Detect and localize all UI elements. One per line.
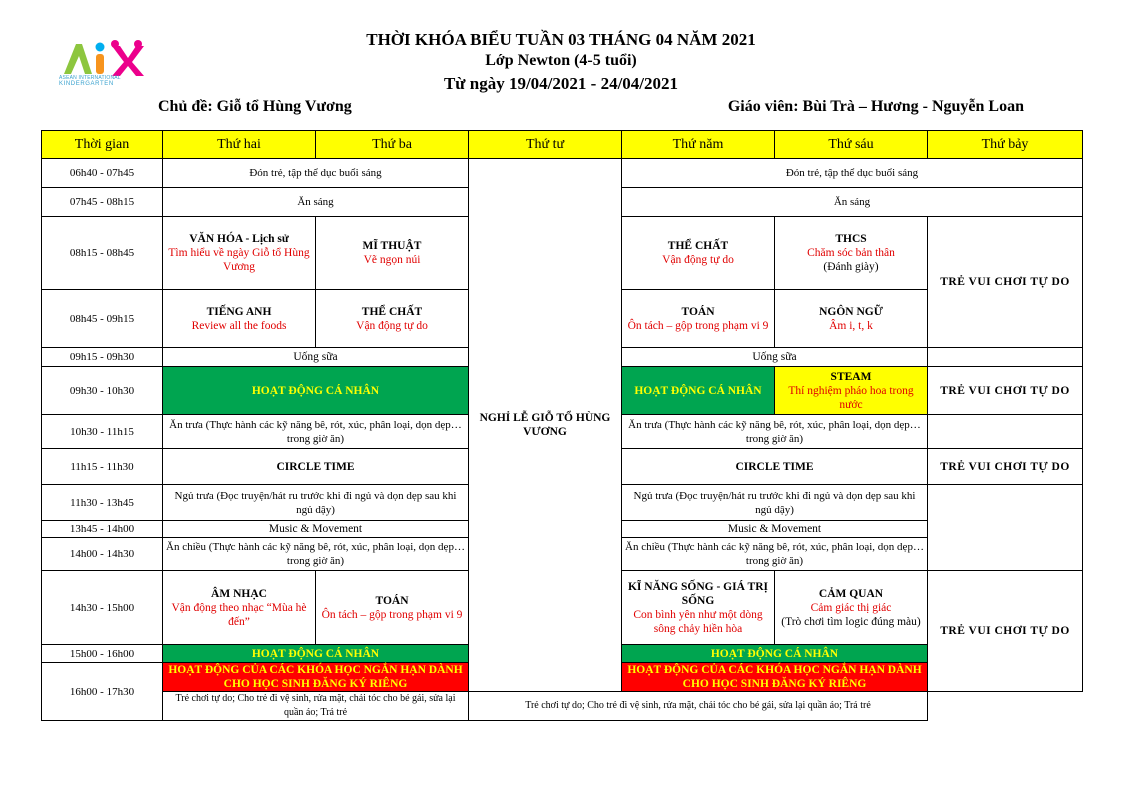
lesson-title: TOÁN (375, 594, 409, 607)
lesson-detail: Vận động theo nhạc “Mùa hè đến” (171, 601, 307, 628)
lesson-detail: Vận động tự do (662, 254, 734, 266)
lesson-title: NGÔN NGỮ (819, 305, 883, 318)
arrival-cell-right: Đón trẻ, tập thể dục buổi sáng (622, 159, 1083, 188)
class-name: Lớp Newton (4-5 tuổi) (485, 52, 637, 69)
lesson-cell (163, 217, 316, 290)
afternoon-meal-cell-right: Ăn chiều (Thực hành các kỹ năng bê, rót, xúc, phân loại, dọn dẹp…trong giờ ăn) (622, 538, 928, 571)
individual-activity-cell: HOẠT ĐỘNG CÁ NHÂN (163, 645, 469, 663)
lesson-detail: Chăm sóc bản thân (807, 247, 895, 259)
empty-cell (928, 415, 1083, 449)
lesson-detail: Ôn tách – gộp trong phạm vi 9 (321, 608, 463, 621)
lesson-title: THỂ CHẤT (361, 305, 423, 318)
time-cell: 08h45 - 09h15 (42, 290, 163, 348)
lesson-note: (Trò chơi tìm logic đúng màu) (781, 615, 921, 628)
circle-time-cell-right: CIRCLE TIME (622, 449, 928, 485)
individual-activity-cell: HOẠT ĐỘNG CÁ NHÂN (622, 645, 928, 663)
lesson-title: TOÁN (681, 305, 715, 318)
col-monday: Thứ hai (163, 131, 316, 159)
col-wednesday: Thứ tư (469, 131, 622, 159)
lesson-detail: Âm i, t, k (829, 319, 873, 332)
col-thursday: Thứ năm (622, 131, 775, 159)
lesson-title: TIẾNG ANH (206, 305, 272, 318)
free-play-cell: TRẺ VUI CHƠI TỰ DO (928, 449, 1083, 485)
lunch-cell-left: Ăn trưa (Thực hành các kỹ năng bê, rót, xúc, phân loại, dọn dẹp…trong giờ ăn) (163, 415, 469, 449)
lesson-title: THỂ CHẤT (667, 240, 729, 252)
lesson-cell (775, 290, 928, 348)
time-cell: 08h15 - 08h45 (42, 217, 163, 290)
time-cell: 10h30 - 11h15 (42, 415, 163, 449)
nap-cell-left: Ngủ trưa (Đọc truyện/hát ru trước khi đi ngủ và dọn dẹp sau khi ngủ dậy) (163, 485, 469, 521)
short-courses-cell-right: HOẠT ĐỘNG CỦA CÁC KHÓA HỌC NGẮN HẠN DÀNH CHO HỌC SINH ĐĂNG KÝ RIÊNG (622, 663, 928, 692)
time-cell: 09h15 - 09h30 (42, 348, 163, 367)
individual-activity-cell: HOẠT ĐỘNG CÁ NHÂN (622, 367, 775, 415)
lesson-detail: Con bình yên như một dòng sông chảy hiền hòa (633, 608, 763, 635)
lesson-title: MĨ THUẬT (362, 240, 422, 252)
free-play-cell: TRẺ VUI CHƠI TỰ DO (928, 367, 1083, 415)
time-cell: 14h30 - 15h00 (42, 571, 163, 645)
lunch-cell-right: Ăn trưa (Thực hành các kỹ năng bê, rót, xúc, phân loại, dọn dẹp…trong giờ ăn) (622, 415, 928, 449)
lesson-title: THCS (835, 233, 867, 245)
milk-cell-right: Uống sữa (622, 348, 928, 367)
lesson-cell (622, 290, 775, 348)
nap-cell-right: Ngủ trưa (Đọc truyện/hát ru trước khi đi ngủ và dọn dẹp sau khi ngủ dậy) (622, 485, 928, 521)
time-cell: 09h30 - 10h30 (42, 367, 163, 415)
lesson-cell (316, 290, 469, 348)
header-row (42, 131, 1083, 159)
time-cell: 11h30 - 13h45 (42, 485, 163, 521)
lesson-title: STEAM (830, 370, 872, 383)
circle-time-cell-left: CIRCLE TIME (163, 449, 469, 485)
col-tuesday: Thứ ba (316, 131, 469, 159)
timetable (41, 130, 1083, 721)
logo-text-line1: ASEAN INTERNATIONAL (59, 75, 121, 81)
empty-cell (928, 485, 1083, 571)
lesson-detail: Thí nghiệm pháo hoa trong nước (788, 384, 914, 411)
pickup-cell-right: Trẻ chơi tự do; Cho trẻ đi vệ sinh, rửa mặt, chải tóc cho bé gái, sửa lại quần áo; Trả trẻ (469, 692, 928, 721)
lesson-detail: Vẽ ngọn núi (363, 254, 421, 266)
lesson-title: KĨ NĂNG SỐNG - GIÁ TRỊ SỐNG (627, 580, 769, 607)
free-play-cell: TRẺ VUI CHƠI TỰ DO (928, 217, 1083, 348)
lesson-cell (316, 217, 469, 290)
free-play-cell: TRẺ VUI CHƠI TỰ DO (928, 571, 1083, 692)
time-cell: 11h15 - 11h30 (42, 449, 163, 485)
lesson-title: ÂM NHẠC (211, 587, 267, 600)
table-row (42, 692, 1083, 721)
time-cell: 15h00 - 16h00 (42, 645, 163, 663)
lesson-title: VĂN HÓA - Lịch sử (189, 233, 289, 245)
lesson-cell (622, 571, 775, 645)
lesson-cell (622, 217, 775, 290)
short-courses-cell-left: HOẠT ĐỘNG CỦA CÁC KHÓA HỌC NGẮN HẠN DÀNH CHO HỌC SINH ĐĂNG KÝ RIÊNG (163, 663, 469, 692)
topic-label: Chủ đề: Giỗ tổ Hùng Vương (158, 98, 352, 115)
lesson-detail: Tìm hiểu về ngày Giỗ tổ Hùng Vương (168, 247, 310, 273)
time-cell: 13h45 - 14h00 (42, 521, 163, 538)
table-row (42, 159, 1083, 188)
lesson-cell (775, 217, 928, 290)
lesson-cell (163, 571, 316, 645)
lesson-detail: Review all the foods (191, 319, 287, 332)
holiday-cell: NGHỈ LỄ GIỖ TỔ HÙNG VƯƠNG (469, 159, 622, 692)
milk-cell-left: Uống sữa (163, 348, 469, 367)
pickup-cell-left: Trẻ chơi tự do; Cho trẻ đi vệ sinh, rửa mặt, chải tóc cho bé gái, sửa lại quần áo; Trả trẻ (163, 692, 469, 721)
col-time: Thời gian (42, 131, 163, 159)
time-cell: 16h00 - 17h30 (42, 663, 163, 721)
lesson-cell (163, 290, 316, 348)
breakfast-cell-left: Ăn sáng (163, 188, 469, 217)
time-cell: 07h45 - 08h15 (42, 188, 163, 217)
individual-activity-cell: HOẠT ĐỘNG CÁ NHÂN (163, 367, 469, 415)
afternoon-meal-cell-left: Ăn chiều (Thực hành các kỹ năng bê, rót, xúc, phân loại, dọn dẹp…trong giờ ăn) (163, 538, 469, 571)
music-cell-left: Music & Movement (163, 521, 469, 538)
date-range: Từ ngày 19/04/2021 - 24/04/2021 (443, 74, 679, 93)
col-saturday: Thứ bảy (928, 131, 1083, 159)
lesson-note: (Đánh giày) (823, 261, 879, 273)
lesson-cell (775, 571, 928, 645)
logo-text-line2: KINDERGARTEN (59, 81, 114, 87)
teacher-label: Giáo viên: Bùi Trà – Hương - Nguyễn Loan (727, 98, 1024, 115)
time-cell: 06h40 - 07h45 (42, 159, 163, 188)
steam-cell (775, 367, 928, 415)
empty-cell (928, 348, 1083, 367)
lesson-detail: Cảm giác thị giác (810, 601, 892, 614)
breakfast-cell-right: Ăn sáng (622, 188, 1083, 217)
lesson-detail: Vận động tự do (356, 319, 428, 332)
arrival-cell-left: Đón trẻ, tập thể dục buổi sáng (163, 159, 469, 188)
time-cell: 14h00 - 14h30 (42, 538, 163, 571)
music-cell-right: Music & Movement (622, 521, 928, 538)
lesson-title: CẢM QUAN (818, 587, 884, 600)
schedule-title: THỜI KHÓA BIỂU TUẦN 03 THÁNG 04 NĂM 2021 (366, 30, 756, 49)
col-friday: Thứ sáu (775, 131, 928, 159)
lesson-detail: Ôn tách – gộp trong phạm vi 9 (627, 319, 769, 332)
lesson-cell (316, 571, 469, 645)
